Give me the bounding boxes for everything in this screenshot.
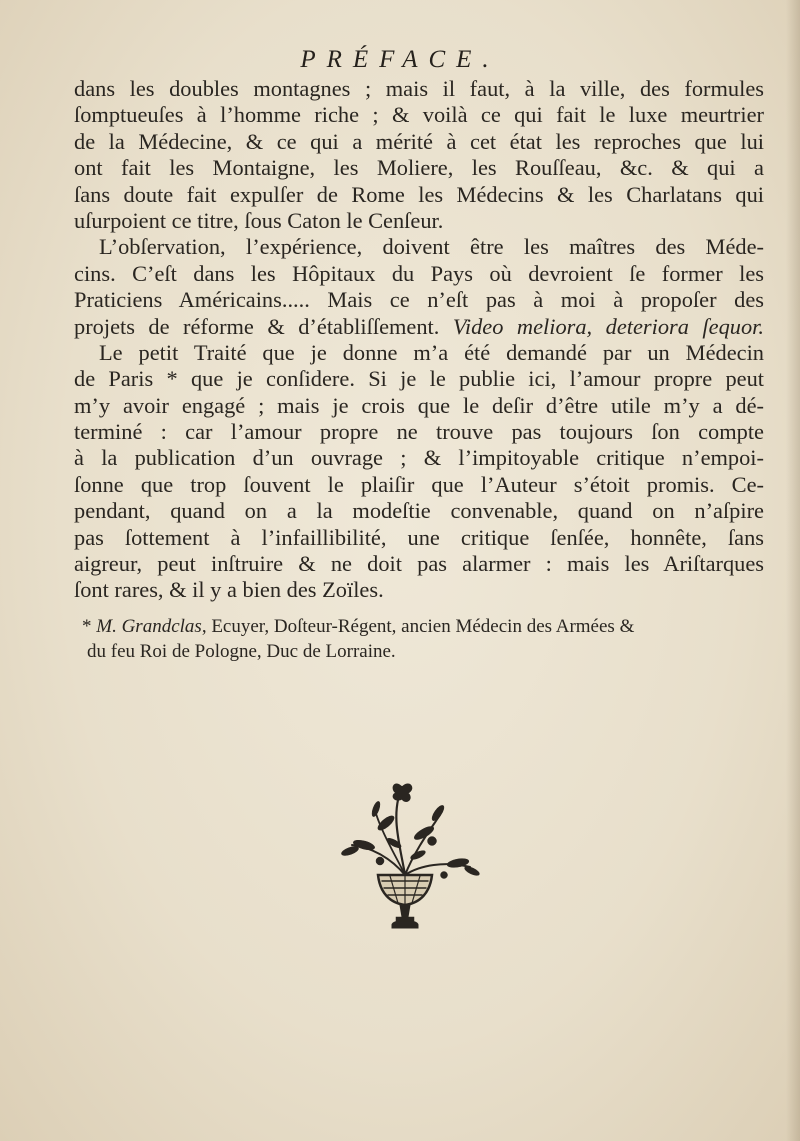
- text-line-with-quote: [74, 314, 764, 340]
- text-line: ſont rares, & il y a bien des Zoïles.: [74, 577, 384, 603]
- text-line: pas ſottement à l’infaillibilité, une critique ſenſée, honnête, ſans: [74, 524, 764, 550]
- text-line: cins. C’eſt dans les Hôpitaux du Pays où devroient ſe former les: [74, 260, 764, 286]
- footnote-text: , Ecuyer, Doſteur-Régent, ancien Médecin des Armées &: [201, 616, 635, 637]
- text-line: de Paris * que je conſidere. Si je le publie ici, l’amour propre peut: [74, 366, 764, 392]
- text-line: uſurpoient ce titre, ſous Caton le Cenſeur.: [74, 207, 444, 233]
- text-line: ont fait les Montaigne, les Moliere, les Rouſſeau, &c. & qui a: [74, 155, 764, 181]
- text-line: pendant, quand on a la modeſtie convenable, quand on n’aſpire: [74, 498, 764, 524]
- text-line: terminé : car l’amour propre ne trouve pas toujours ſon compte: [74, 419, 764, 445]
- text-line: Praticiens Américains..... Mais ce n’eſt pas à moi à propoſer des: [74, 287, 764, 313]
- footnote-author: M. Grandclas: [96, 616, 202, 637]
- text-line: ſomptueuſes à l’homme riche ; & voilà ce qui fait le luxe meurtrier: [74, 102, 764, 128]
- text-line: L’obſervation, l’expérience, doivent être les maîtres des Méde-: [99, 234, 764, 260]
- text-line: aigreur, peut inſtruire & ne doit pas alarmer : mais les Ariſtarques: [74, 551, 764, 577]
- text-line: à la publication d’un ouvrage ; & l’impitoyable critique n’empoi-: [74, 445, 764, 471]
- text-line: ſans doute fait expulſer de Rome les Médecins & les Charlatans qui: [74, 181, 764, 207]
- body-text: [74, 76, 764, 604]
- page-edge-shadow: [786, 0, 800, 1141]
- text-fragment: projets de réforme & d’établiſſement.: [74, 313, 440, 339]
- text-line: Le petit Traité que je donne m’a été demandé par un Médecin: [99, 339, 764, 365]
- text-line: m’y avoir engagé ; mais je crois que le deſir d’être utile m’y a dé-: [74, 392, 764, 418]
- text-line: de la Médecine, & ce qui a mérité à cet état les reproches que lui: [74, 128, 764, 154]
- footnote-line: [82, 614, 762, 639]
- text-line: ſonne que trop ſouvent le plaiſir que l’Auteur s’étoit promis. Ce-: [74, 471, 764, 497]
- footnote: [82, 614, 762, 664]
- latin-quote: Video meliora, deteriora ſequor.: [452, 313, 764, 339]
- footnote-mark: *: [82, 616, 92, 637]
- text-line: dans les doubles montagnes ; mais il faut, à la ville, des formules: [74, 76, 764, 101]
- footnote-line: du feu Roi de Pologne, Duc de Lorraine.: [87, 641, 396, 662]
- running-header: PRÉFACE.: [300, 46, 500, 73]
- flower-basket-ornament-icon: [320, 775, 490, 945]
